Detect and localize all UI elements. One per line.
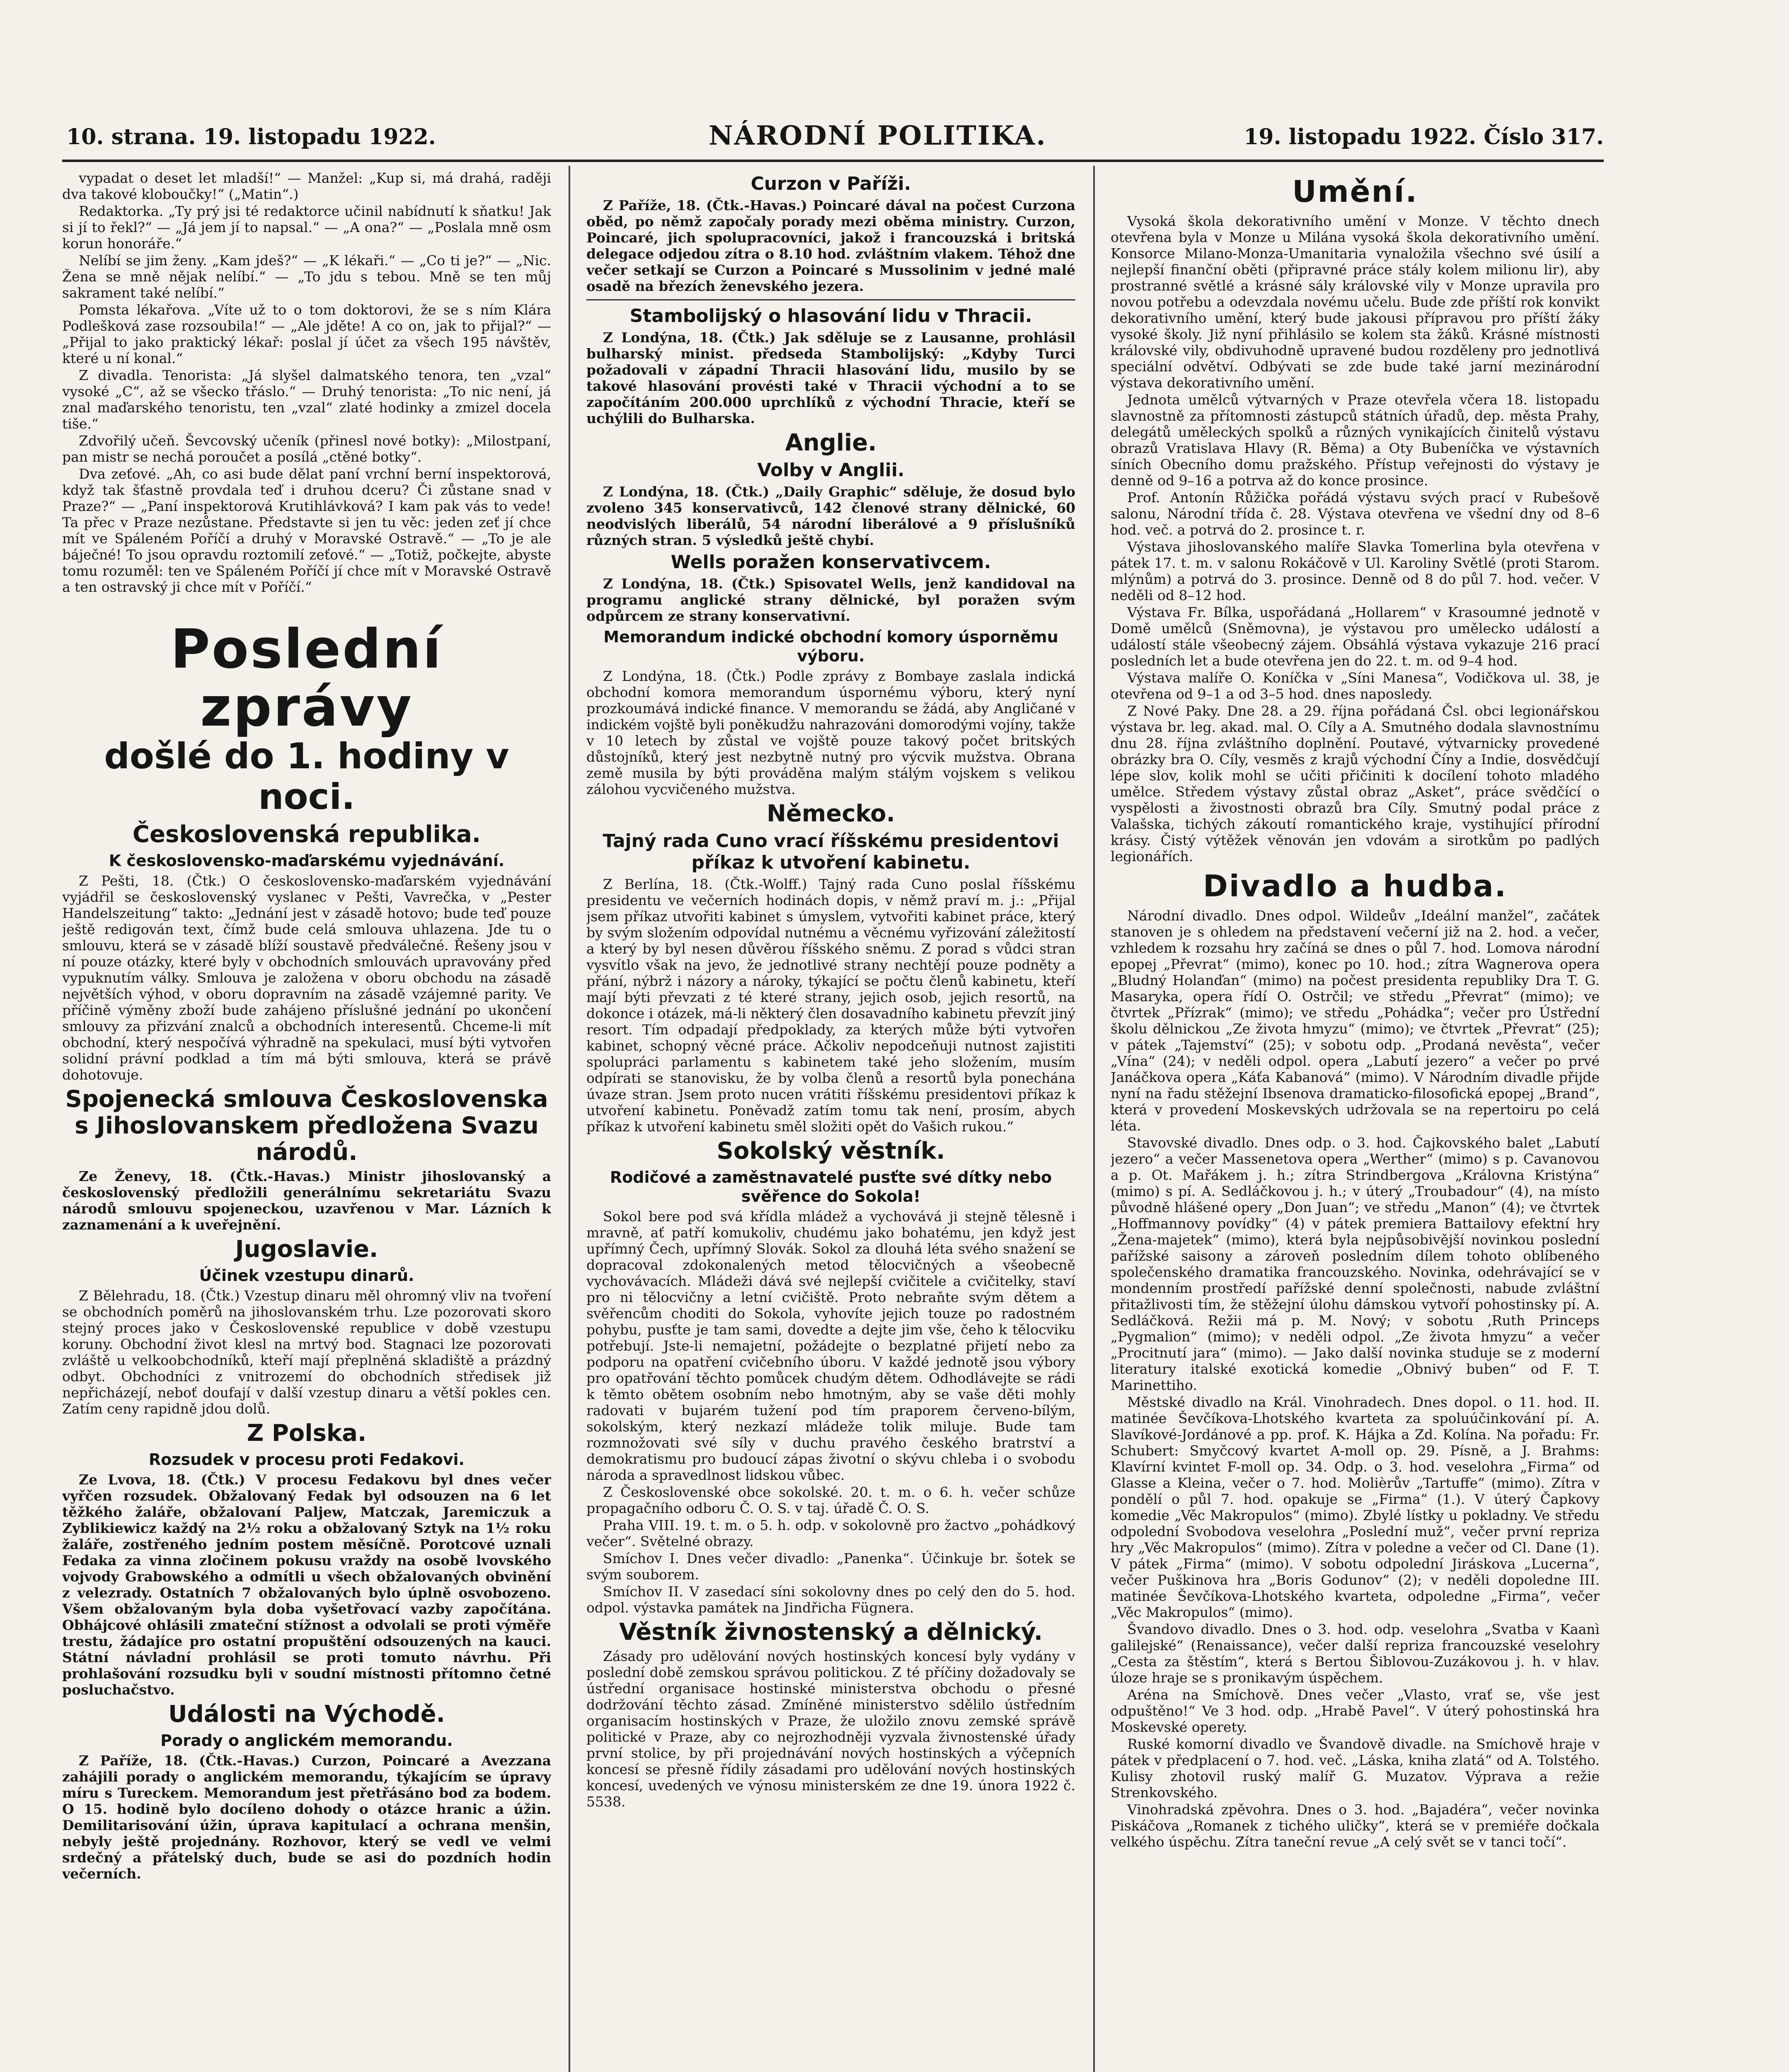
paragraph: Aréna na Smíchově. Dnes večer „Vlasto, vrať se, vše jest odpuštěno!“ Ve 3 hod. odp. „Hrabě Pavel“. V úterý pohostinská hra Moskevské operety. [1111,1687,1600,1735]
paragraph: Dva zeťové. „Ah, co asi bude dělat paní vrchní berní inspektorová, když tak šťastně provdala teď i druhou dceru? Či zůstane snad v Praze?“ — „Paní inspektorová Krutihlávková? I kam pak vás to vede! Ta přec v Praze nezůstane. Představte si jen tu věc: jeden zeť jí chce mít ve Spáleném Poříčí a druhý v Moravské Ostravě.“ — „To je ale báječné! To jsou opravdu roztomilí zeťové.“ — „Totiž, počkejte, abyste tomu rozuměl: ten ve Spáleném Poříčí jí chce mít v Moravské Ostravě a ten ostravský ji chce mít v Poříčí.“ [62,466,551,595]
article-text: Z Londýna, 18. (Čtk.) „Daily Graphic“ sděluje, že dosud bylo zvoleno 345 konservativců, 142 členové strany dělnické, 60 neodvislých liberálů, 54 národní liberálové a 9 příslušníků různých stran. 5 výsledků ještě chybí. [586,484,1075,548]
section-title: Divadlo a hudba. [1203,869,1507,903]
separator [586,299,1075,300]
column-1 [62,170,551,2072]
paragraph: Vysoká škola dekorativního umění v Monze. V těchto dnech otevřena byla v Monze u Milána vysoká škola dekorativního umění. Konsorce Milano-Monza-Umanitaria vynaložila všechno své úsilí a nejlepší finanční oběti (připravné práce stály kolem milionu lir), aby prostranné světlé a krásné sály královské vily v Monze upravila pro novou potřebu a odevzdala novému učelu. Bude zde příští rok konvikt dekorativního umění, který bude jakousi přípravou pro příští žáky vysoké školy. Již nyní přihlásilo se kolem sta žáků. Krásné místnosti královské vily, obdivuhodně upravené budou rozděleny pro jednotlivá speciální odvětví. Odbývati se zde bude také jarní mezinárodní výstava dekorativního umění. [1111,213,1600,391]
article-title: Wells poražen konservativcem. [671,552,991,573]
article-title: Jugoslavie. [235,1236,378,1263]
section-title: Anglie. [785,429,877,456]
article-text: Ze Lvova, 18. (Čtk.) V procesu Fedakovu byl dnes večer vyřčen rozsudek. Obžalovaný Fedak byl odsouzen na 6 let těžkého žaláře, obžalovaní Paljew, Matczak, Jaremiczuk a Zyblikiewicz každý na 2½ roku a obžalovaný Sztyk na 1½ roku žaláře, zostřeného jedním postem měsíčně. Porotcové uznali Fedaka za vinna zločinem pokusu vraždy na osobě lvovského vojvody Grabowského a odmítli u všech obžalovaných obvinění z velezrady. Ostatních 7 obžalovaných bylo úplně osvobozeno. Všem obžalovaným byla doba vyšetřovací vazby započítána. Obhájcové ohlásili zmateční stížnost a odvolali se proti výměře trestu, žádajíce pro ostatní propuštění odsouzených na kauci. Státní návladní prohlásil se proti tomuto návrhu. Při prohlašování rozsudku byli v soudní místnosti přítomno četné posluchačstvo. [62,1472,551,1698]
paragraph: Smíchov I. Dnes večer divadlo: „Panenka“. Účinkuje br. šotek se svým souborem. [586,1550,1075,1583]
masthead-left: 10. strana. 19. listopadu 1922. [66,124,436,150]
theatre-items [1111,908,1600,1850]
paragraph: vypadat o deset let mladší!“ — Manžel: „Kup si, má drahá, raději dva takové kloboučky!“ („Matin“.) [62,170,551,202]
article-title: Československá republika. [132,821,481,848]
paragraph: Nelíbí se jim ženy. „Kam jdeš?“ — „K lékaři.“ — „Co ti je?“ — „Nic. Žena se mně nějak nelíbí.“ — „To jdu s tebou. Mně se ten můj sakrament také nelíbí.“ [62,252,551,301]
article-title: Curzon v Paříži. [750,173,911,194]
paragraph: Stavovské divadlo. Dnes odp. o 3. hod. Čajkovského balet „Labutí jezero“ a večer Massenetova opera „Werther“ (mimo) s p. Cavanovou a p. Ot. Mařákem j. h.; zítra Strindbergova „Královna Kristýna“ (mimo) s pí. A. Sedláčkovou j. h.; v úterý „Troubadour“ (4), na místo původně hlášené opery „Don Juan“; ve středu „Manon“ (4); ve čtvrtek „Hoffmannovy povídky“ (4) v pátek premiera Battailovy efektní hry „Žena-majetek“ (mimo), která byla nejpůsobivější novinkou poslední pařížské saisony a zároveň posledním dílem tohoto oblíbeného společenského dramatika francouzského. Novinka, odehrávající se v mondenním prostředí pařížské denní společnosti, nabude zvláštní přitažlivosti tím, že stěžejní úlohu dámskou vytvoří pohostinsky pí. A. Sedláčková. Režii má p. M. Nový; v sobotu ,Ruth Princeps „Pygmalion“ (mimo); v neděli odpol. „Ze života hmyzu“ a večer „Procitnutí jara“ (mimo). — Jako další novinka studuje se z moderní literatury italské exotická komedie „Obnivý buben“ od F. T. Marinettiho. [1111,1135,1600,1393]
paragraph: Národní divadlo. Dnes odpol. Wildeův „Ideální manžel“, začátek stanoven je s ohledem na představení večerní již na 2. hod. a večer, vzhledem k rozsahu hry začíná se dnes o půl 7. hod. Lomova národní epopej „Převrat“ (mimo), konec po 10. hod.; zítra Wagnerova opera „Bludný Holanďan“ (mimo) na počest presidenta republiky Dra T. G. Masaryka, opera řídí O. Ostrčil; ve středu „Převrat“ (mimo); ve čtvrtek „Přízrak“ (mimo); ve středu „Pohádka“; večer pro Ústřední školu dělnickou „Ze života hmyzu“ (mimo); ve čtvrtek „Převrat“ (25); v pátek „Tajemství“ (25); v sobotu odp. „Prodaná nevěsta“, večer „Vína“ (24); v neděli odpol. opera „Labutí jezero“ a večer po prvé Janáčkova opera „Káťa Kabanová“ (mimo). V Národním divadle přijde nyní na řadu stěžejní Ibsenova dramaticko-filosofická epopej „Brand“, která v provedení Moskevských udržovala se na repertoiru po celá léta. [1111,908,1600,1134]
article-title: Spojenecká smlouva Československa s Jihoslovanskem předložena Svazu národů. [65,1086,548,1166]
breaking-news-header [62,617,551,818]
article-title: Tajný rada Cuno vrací říšskému presidentovi příkaz k utvoření kabinetu. [603,830,1059,873]
article-title: Memorandum indické obchodní komory úsporněmu výboru. [603,628,1058,665]
paragraph: Výstava jihoslovanského malíře Slavka Tomerlina byla otevřena v pátek 17. t. m. v salonu Rokáčově v Ul. Karoliny Světlé (proti Starom. mlýnům) a potrvá do 3. prosince. Denně od 8 do půl 7. hod. večer. V neděli od 8–12 hod. [1111,539,1600,603]
paragraph: Zdvořilý učeň. Ševcovský učeník (přinesl nové botky): „Milostpaní, pan mistr se nechá poroučet a posílá „ctěné botky“. [62,433,551,465]
masthead-rule [62,160,1604,162]
breaking-title: Poslední zprávy [170,617,443,738]
paragraph: Švandovo divadlo. Dnes o 3. hod. odp. veselohra „Svatba v Kaanì galilejské“ (Renaissance), večer další repriza francouzské veselohry „Cesta za štěstím“, která s Bertou Šiblovou-Zuzákovou j. h. v hlav. úloze hraje se s pronikavým úspěchem. [1111,1621,1600,1686]
column-2 [586,170,1075,2072]
paragraph: Z Nové Paky. Dne 28. a 29. října pořádaná Čsl. obci legionářskou výstava br. leg. akad. mal. O. Cíly a A. Smutného dodala slavnostnímu dnu 28. října zvláštního doplnění. Poutavé, výtvarnicky provedené obrázky bra O. Cíly, vesměs z krajů východní Číny a Indie, dosvědčují lépe slov, kolik mohl se učiti přičiniti k docílení tohoto mladého umělce. Středem výstavy zůstal obraz „Asket“, práce svědčící o vyspělosti a živostnosti obrazů bra Cíly. Smutný podal práce z Valašska, tichých zákoutí romantického kraje, vystihující přírodní krásy. Čistý výtěžek věnován jen vdovám a sirotkům po padlých legionářích. [1111,703,1600,864]
paragraph: Jednota umělců výtvarných v Praze otevřela včera 18. listopadu slavnostně za přítomnosti zástupců státních úřadů, dep. města Prahy, delegátů uměleckých spolků a různých vynikajících činitelů výstavu obrazů Vratislava Hlavy (R. Běma) a Oty Bubeníčka ve výstavních síních Obecního domu pražského. Přístup veřejnosti do výstavy je denně od 9–16 a potrva až do konce prosince. [1111,392,1600,489]
column-divider [1093,166,1095,2072]
column-divider [569,166,570,2072]
article-text: Z Londýna, 18. (Čtk.) Jak sděluje se z Lausanne, prohlásil bulharský minist. předseda Stambolijský: „Kdyby Turci požadovali v západní Thracii hlasování lidu, musilo by se takové hlasování provésti také v Thracii východní a to se započítáním 200.000 uprchlíků z východní Thracie, kteří se uchýlili do Bulharska. [586,329,1075,426]
article-subtitle: Rodičové a zaměstnavatelé pusťte své dítky nebo svěřence do Sokola! [610,1168,1052,1205]
article-text: Sokol bere pod svá křídla mládež a vychovává ji stejně tělesně i mravně, ať patří komukoliv, chudému jako bohatému, jen když jest upřímný Čech, upřímný Slovák. Sokol za dlouhá léta svého snažení se dopracoval zdokonalených metod tělocvičných a všeobecně vychovávacích. Mládeži dává své nejlepší cvičitele a cvičitelky, staví pro ni tělocvičny a letní cvičiště. Proto nebraňte svým dětem a svěřencům choditi do Sokola, vyhovíte jejich touze po radostném pohybu, pusťte je tam sami, dovedte a dejte jim vše, čeho k tělocviku potřebují. Jste-li nemajetní, požádejte o bezplatné přijetí nebo za podporu na opatření cvičebního úboru. V každé jednotě jsou výbory pro opatřování těchto pomůcek chudým dětem. Odhodlávejte se rádi k těmto obětem osobním nebo hmotným, aby se vaše děti mohly radovati v bujarém tužení pod tím praporem červeno-bílým, sokolským, který nezkazí mládeže tolik miluje. Bude tam rozmnožovati své síly v duchu pravého českého bratrství a demokratismu pro budoucí zápas životní o skývu chleba i o svobodu národa a spravedlnost lidskou vůbec. [586,1208,1075,1483]
article-text: Z Bělehradu, 18. (Čtk.) Vzestup dinaru měl ohromný vliv na tvoření se obchodních poměrů na jihoslovanském trhu. Lze pozorovati skoro stejný proces jako v Československé republice v době vzestupu koruny. Obchodní život klesl na mrtvý bod. Stagnaci lze pozorovati zvláště u velkoobchodníků, kteří mají přeplněná skladiště a prázdný odbyt. Obchodníci z vnitrozemí do obchodních středisek již nepřicházejí, neboť doufají v další vzestup dinaru a větší pokles cen. Zatím ceny rapidně jdou dolů. [62,1288,551,1417]
paragraph: Ruské komorní divadlo ve Švandově divadle. na Smíchově hraje v pátek v předplacení o 7. hod. več. „Láska, kniha zlatá“ od A. Tolstého. Kulisy zhotovil ruský malíř G. Muzatov. Výprava a režie Strenkovského. [1111,1736,1600,1801]
article-subtitle: K československo-maďarskému vyjednávání. [109,852,505,870]
article-title: Z Polska. [247,1420,367,1447]
article-title: Volby v Anglii. [757,460,905,481]
paragraph: Výstava malíře O. Koníčka v „Síni Manesa“, Vodičkova ul. 38, je otevřena od 9–1 a od 3–5 hod. dnes naposledy. [1111,670,1600,702]
section-title: Německo. [767,800,895,827]
paragraph: Redaktorka. „Ty prý jsi té redaktorce učinil nabídnutí k sňatku! Jak si jí to řekl?“ — „Já jem jí to napsal.“ — „A ona?“ — „Poslala mně osm korun honoráře.“ [62,203,551,252]
paragraph: Městské divadlo na Král. Vinohradech. Dnes dopol. o 11. hod. II. matinée Ševčíkova-Lhotského kvarteta za spoluúčinkování pí. A. Slavíkové-Jordánové a pp. prof. K. Hájka a Zd. Kolína. Na pořadu: Fr. Schubert: Smyčcový kvartet A-moll op. 29. Písně, a J. Brahms: Klavírní kvintet F-moll op. 34. Odp. o 3. hod. veselohra „Firma“ od Glasse a Kleina, večer o 7. hod. Molièrův „Tartuffe“ (mimo). Zítra v pondělí o půl 7. hod. opakuje se „Firma“ (1.). V úterý Čapkovy komedie „Věc Makropulos“ (mimo). Zbylé lístky u pokladny. Ve středu odpolední Svobodova veselohra „Poslední muž“, večer první repriza hry „Věc Makropulos“ (mimo). Zítra v poledne a večer od Cl. Dane (1). V pátek „Firma“ (mimo). V sobotu odpolední Jiráskova „Lucerna“, večer Puškinova hra „Boris Godunov“ (2); v neděli dopoledne III. matinée Ševčíkova-Lhotského kvarteta, odpoledne „Firma“, večer „Věc Makropulos“ (mimo). [1111,1394,1600,1620]
article-text: Z Berlína, 18. (Čtk.-Wolff.) Tajný rada Cuno poslal říšskému presidentu ve večerních hodinách dopis, v němž praví m. j.: „Přijal jsem příkaz utvořiti kabinet s úmyslem, vytvořiti kabinet práce, který by svým složením odpovídal nutnému a věcnému vyřizování záležitostí a který by byl nesen důvěrou říšského sněmu. Z porad s vůdci stran vysvítlo však na jevo, že jednotlivé strany nechtějí pouze podněty a přání, nýbrž i názory a nároky, týkající se počtu členů kabinetu, kteří mají býti převzati z té které strany, jejich osob, jejich resortů, na dokonce i otázek, má-li některý člen dosavadního kabinetu převzít jiný resort. Tím odpadají předpoklady, za kterých může býti vytvořen kabinet, schopný věcné práce. Ačkoliv nepodceňuji nutnost zajistiti spolupráci parlamentu s kabinetem také jeho složením, musím odpírati se stanovisku, že by volba členů a resortů byla ponechána úvaze stran. Jsem proto nucen vrátiti říšskému presidentovi příkaz k utvoření kabinetu. Poněvadž zatím tomu tak není, prosím, abych příkaz k utvoření kabinetu směl složiti opět do Vašich rukou.“ [586,876,1075,1135]
article-text: Ze Ženevy, 18. (Čtk.-Havas.) Ministr jihoslovanský a československý předložili generálnímu sekretariátu Svazu národů smlouvu spojeneckou, uzavřenou v Mar. Lázních k zaznamenání a k uveřejnění. [62,1168,551,1233]
article-text: Z Paříže, 18. (Čtk.-Havas.) Poincaré dával na počest Curzona oběd, po němž započaly porady mezi oběma ministry. Curzon, Poincaré, jich spolupracovníci, jakož i francouzská i britská delegace odjedou zítra o 8.10 hod. zvláštním vlakem. Téhož dne večer setkají se Curzon a Poincaré s Mussolinim v jedné malé osadě na březích ženevského jezera. [586,197,1075,294]
section-title: Sokolský věstník. [717,1138,945,1164]
newspaper-page [62,29,1604,2072]
article-title: Stambolijský o hlasování lidu v Thracii. [629,305,1032,327]
article-text: Z Pešti, 18. (Čtk.) O československo-maďarském vyjednávání vyjádřil se československý vyslanec v Pešti, Vavrečka, v „Pester Handelszeitung“ takto: „Jednání jest v zásadě hotovo; bude teď pouze ještě redigován text, čímž bude celá smlouva uhlazena. Jde tu o smlouvu, která se v zásadě blíží soustavě předválečné. Řešeny jsou v ní pouze otázky, které byly v obchodních smlouvách upravovány před vypuknutím války. Smlouva je založena v oboru obchodu na zásadě největších výhod, v oboru dopravním na zásadě vzájemné parity. Ve příčině výměny zboží bude zahájeno příslušné jednání po ukončení smlouvy za přizvání znalců a obchodních interesentů. Chceme-li mít obchodní, který nespočívá výhradně na spekulaci, musí býti vytvořen solidní právní podklad a tím má býti smlouva, která se právě dohotovuje. [62,873,551,1083]
article-subtitle: Účinek vzestupu dinarů. [199,1266,414,1285]
article-text: Z Londýna, 18. (Čtk.) Podle zprávy z Bombaye zaslala indická obchodní komora memorandum úspornému výboru, který nyní prozkoumává indické finance. V memorandu se žádá, aby Angličané v indickém vojště byli poněkudžu nahrazováni domorodými vojíny, takže v 10 letech by zůstal ve vojště pouze takový počet britských důstojníků, který jest nezbytně nutný pro výcvik mužstva. Obrana země musila by býti prováděna malým stálým vojskem s velikou zálohou vycvičeného mužstva. [586,668,1075,797]
article-subtitle: Rozsudek v procesu proti Fedakovi. [149,1450,465,1469]
paragraph: Vinohradská zpěvohra. Dnes o 3. hod. „Bajadéra“, večer novinka Piskáčova „Romanek z tichého uličky“, která se v premiéře dočkala velkého úspěchu. Zítra taneční revue „A celý svět se v tanci točí“. [1111,1801,1600,1850]
paragraph: Z Československé obce sokolské. 20. t. m. o 6. h. večer schůze propagačního odboru Č. O. S. v taj. úřadě Č. O. S. [586,1484,1075,1516]
article-subtitle: Porady o anglickém memorandu. [160,1731,453,1750]
art-items [1111,213,1600,864]
masthead-right: 19. listopadu 1922. Číslo 317. [1244,124,1604,150]
article-text: Zásady pro udělování nových hostinských koncesí byly vydány v poslední době zemskou správou politickou. Z té příčiny dožadovaly se ústřední organisace hostinské ministerstva obchodu o přesné dodržování těchto zásad. Zmíněné ministerstvo sdělilo ústředním organisacím hostinských v Praze, že uložilo znovu zemské správě politické v Praze, aby co nejrozhodněji vyzvala živnostenské úřady první stolice, by při projednávání nových hostinských a výčepních koncesí se přesně řídily zásadami pro udělování nových hostinských koncesí, uvedených ve výnosu ministerském ze dne 19. února 1922 č. 5538. [586,1648,1075,1810]
paragraph: Výstava Fr. Bílka, uspořádaná „Hollarem“ v Krasoumné jednotě v Domě umělců (Sněmovna), je výstavou pro umělecko událostí a událostí stále všeobecný zájem. Obsáhlá výstava vykazuje 216 prací posledních let a bude otevřena jen do 22. t. m. od 9–4 hod. [1111,604,1600,669]
paragraph: Prof. Antonín Růžička pořádá výstavu svých prací v Rubešově salonu, Národní třída č. 28. Výstava otevřena ve všední dny od 8–6 hod. več. a potrvá do 2. prosince t. r. [1111,489,1600,538]
section-title: Umění. [1292,174,1418,209]
article-text: Z Paříže, 18. (Čtk.-Havas.) Curzon, Poincaré a Avezzana zahájili porady o anglickém memorandu, týkajícím se úpravy míru s Tureckem. Memorandum jest přetřásáno bod za bodem. O 15. hodině bylo docíleno dohody o otázce hranic a úžin. Demilitarisování úžin, úprava kapitulací a ochrana menšin, nebyly ještě projednány. Rozhovor, který se vedl ve velmi srdečný a přátelský duch, bude se asi do pozdních hodin večerních. [62,1752,551,1882]
paragraph: Pomsta lékařova. „Víte už to o tom doktorovi, že se s ním Klára Podlešková zase rozsoubila!“ — „Ale jděte! A co on, jak to přijal?“ — „Přijal to jako praktický lékař: poslal jí účet za všech 195 návštěv, které u ní konal.“ [62,302,551,366]
jokes-list [62,170,551,595]
paragraph: Smíchov II. V zasedací síni sokolovny dnes po celý den do 5. hod. odpol. výstavka památek na Jindřicha Fügnera. [586,1583,1075,1616]
column-3 [1111,170,1600,2072]
masthead-title: NÁRODNÍ POLITIKA. [709,120,1047,151]
paragraph: Z divadla. Tenorista: „Já slyšel dalmatského tenora, ten „vzal“ vysoké „C“, až se všecko třáslo.“ — Druhý tenorista: „To nic není, já znal maďarského tenoristu, ten „vzal“ zlaté hodinky a zmizel docela tiše.“ [62,367,551,432]
article-text: Z Londýna, 18. (Čtk.) Spisovatel Wells, jenž kandidoval na programu anglické strany dělnické, byl poražen svým odpůrcem ze strany konservativní. [586,576,1075,624]
article-title: Události na Východě. [168,1701,445,1728]
breaking-subtitle: došlé do 1. hodiny v noci. [104,736,509,818]
sokol-items [586,1484,1075,1616]
section-title: Věstník živnostenský a dělnický. [619,1619,1043,1646]
paragraph: Praha VIII. 19. t. m. o 5. h. odp. v sokolovně pro žactvo „pohádkový večer“. Světelné obrazy. [586,1517,1075,1549]
